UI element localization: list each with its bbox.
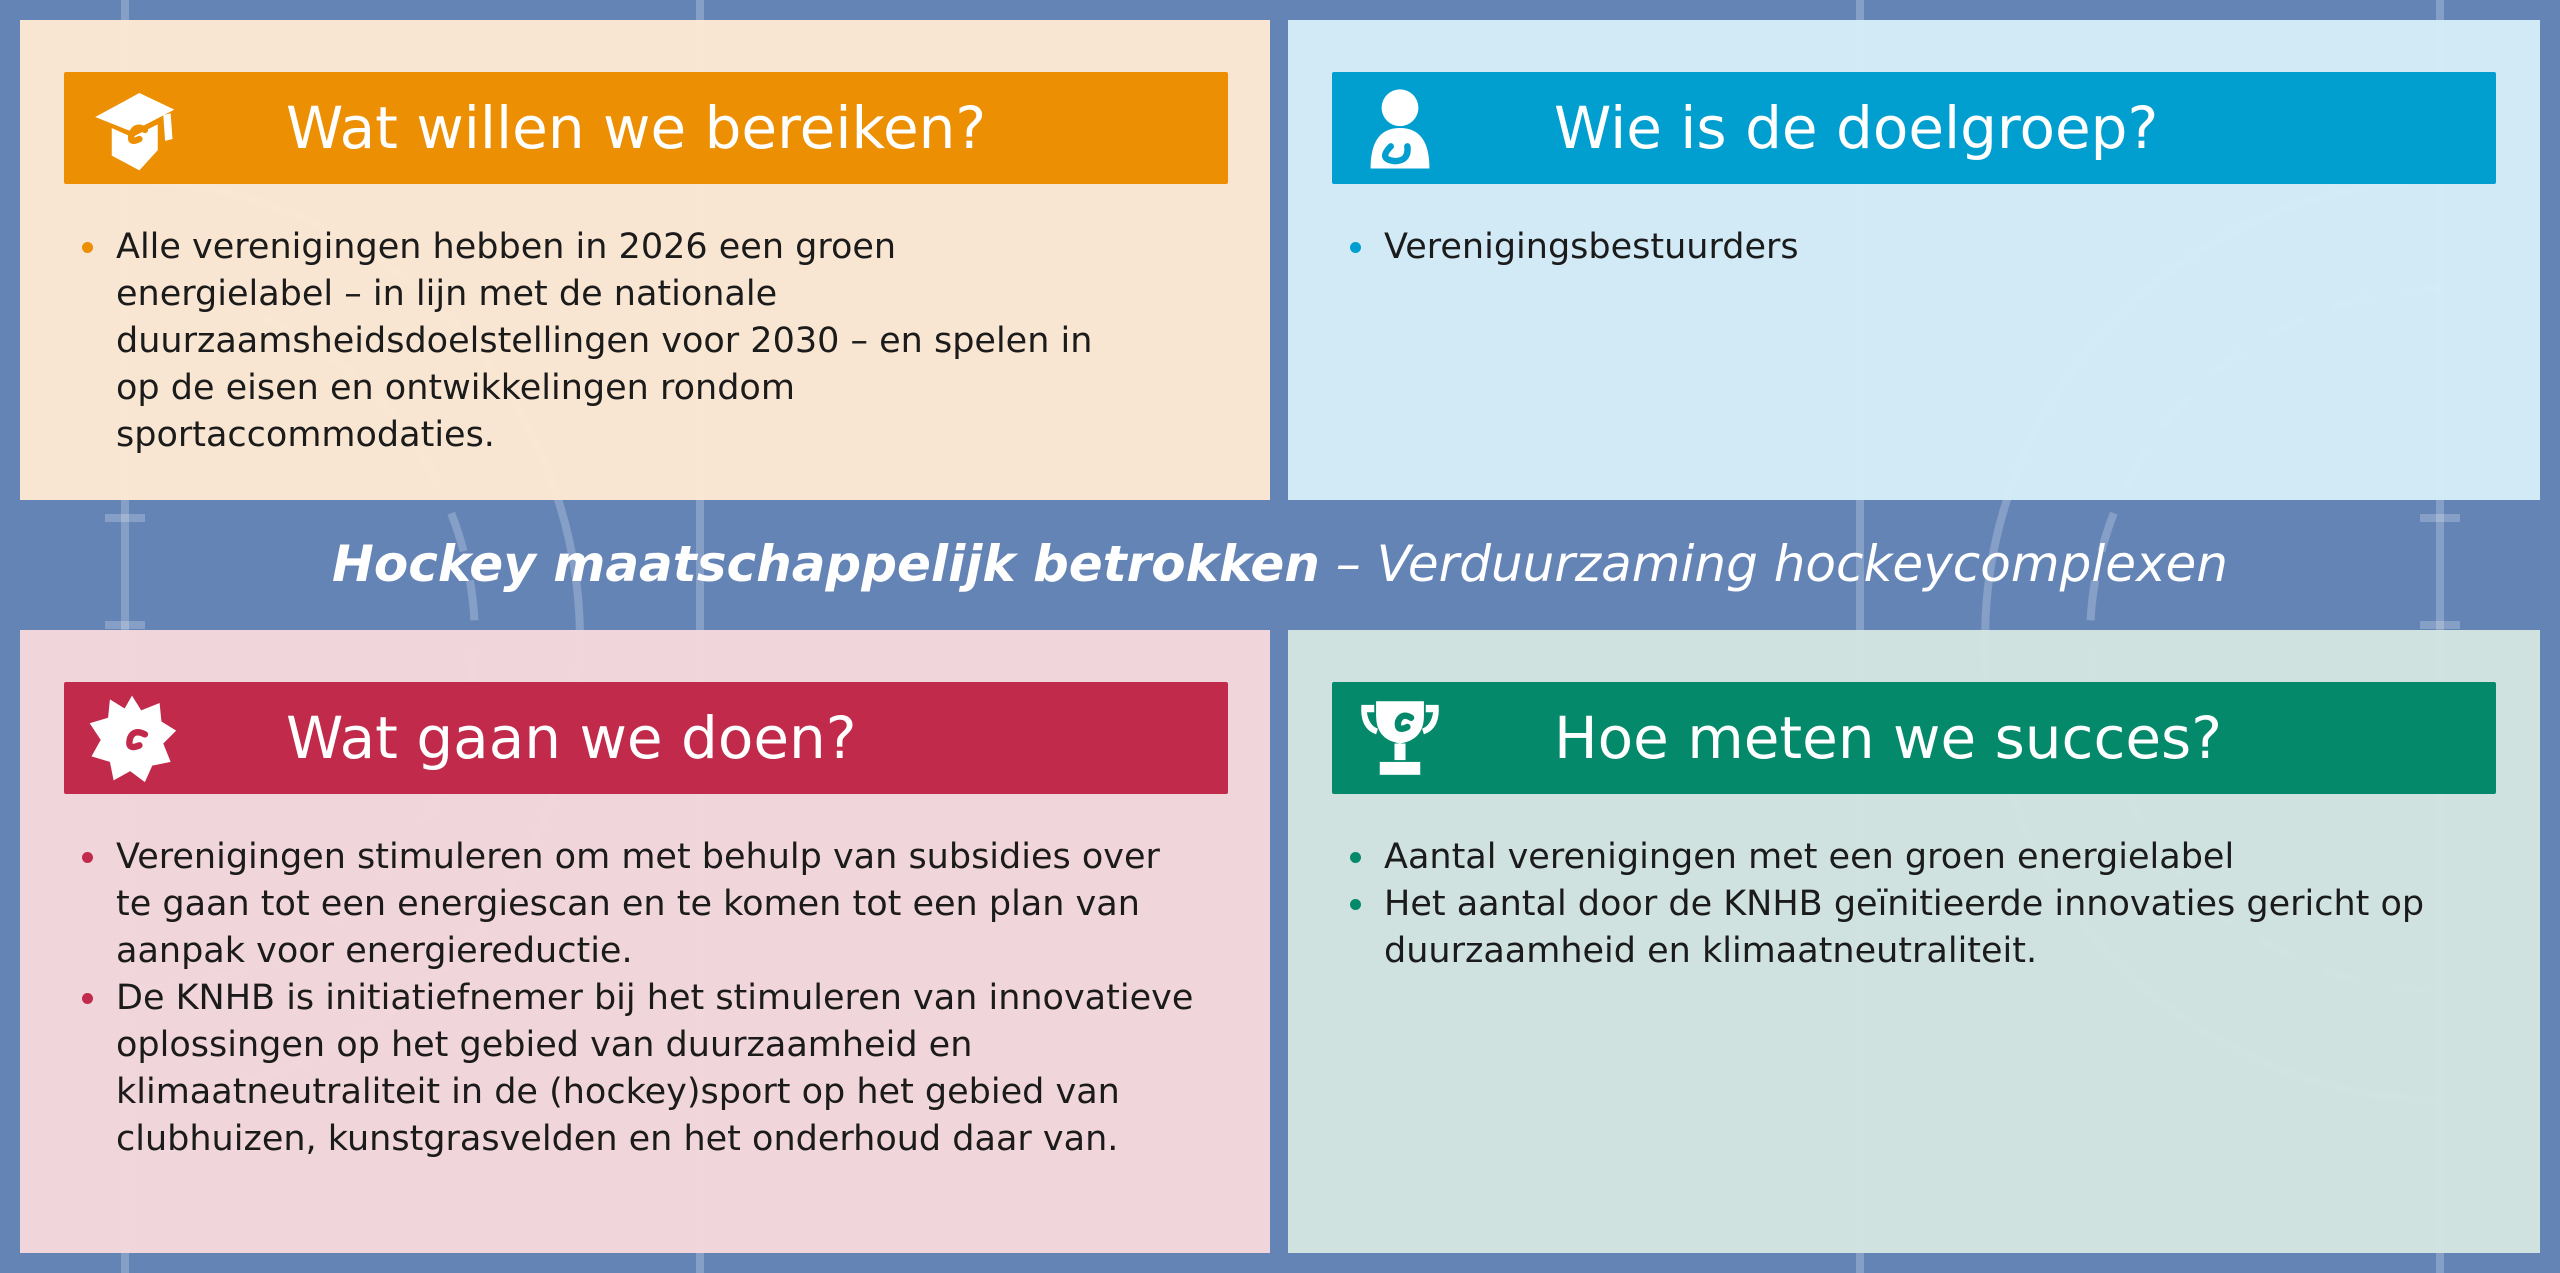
page-title-bold: Hockey maatschappelijk betrokken: [332, 535, 1320, 593]
success-list: [1344, 834, 2474, 975]
bullet-dot: [82, 852, 93, 863]
bullet-dot: [1350, 852, 1361, 863]
list-item: De KNHB is initiatiefnemer bij het stimuleren van innovatieve oplossingen op het gebied van duurzaamheid en klimaatneutraliteit in de (hockey)sport op het gebied van clubhuizen, kunstgrasvelden en het onderhoud daar van.: [76, 975, 1206, 1163]
page-title-rest: – Verduurzaming hockeycomplexen: [1319, 535, 2228, 593]
actions-panel: [20, 630, 1270, 1253]
target-group-panel: [1288, 20, 2540, 500]
actions-list: [76, 834, 1206, 1163]
goals-header: [64, 72, 1228, 184]
goals-panel: [20, 20, 1270, 500]
list-item: Verenigingsbestuurders: [1344, 224, 2474, 271]
list-item: Het aantal door de KNHB geïnitieerde innovaties gericht op duurzaamheid en klimaatneutraliteit.: [1344, 881, 2474, 975]
actions-title: Wat gaan we doen?: [286, 704, 857, 772]
bullet-dot: [82, 993, 93, 1004]
success-header: [1332, 682, 2496, 794]
list-item: Verenigingen stimuleren om met behulp van subsidies over te gaan tot een energiescan en te komen tot een plan van aanpak voor energiereductie.: [76, 834, 1206, 975]
graduation-cap-icon: [86, 82, 178, 174]
trophy-icon: [1354, 692, 1446, 784]
success-title: Hoe meten we succes?: [1554, 704, 2223, 772]
list-item: Alle verenigingen hebben in 2026 een groen energielabel – in lijn met de nationale duurzaamsheidsdoelstellingen voor 2030 – en spelen in op de eisen en ontwikkelingen rondom sportaccommodaties.: [76, 224, 1116, 459]
page-title: [0, 535, 2560, 593]
bullet-dot: [1350, 242, 1361, 253]
success-panel: [1288, 630, 2540, 1253]
list-item: Aantal verenigingen met een groen energielabel: [1344, 834, 2474, 881]
target-group-title: Wie is de doelgroep?: [1554, 94, 2159, 162]
target-group-list: [1344, 224, 2474, 271]
badge-star-icon: [86, 692, 178, 784]
target-group-header: [1332, 72, 2496, 184]
goals-title: Wat willen we bereiken?: [286, 94, 987, 162]
bullet-dot: [82, 242, 93, 253]
bullet-dot: [1350, 899, 1361, 910]
actions-header: [64, 682, 1228, 794]
goals-list: [76, 224, 1116, 459]
person-icon: [1354, 82, 1446, 174]
